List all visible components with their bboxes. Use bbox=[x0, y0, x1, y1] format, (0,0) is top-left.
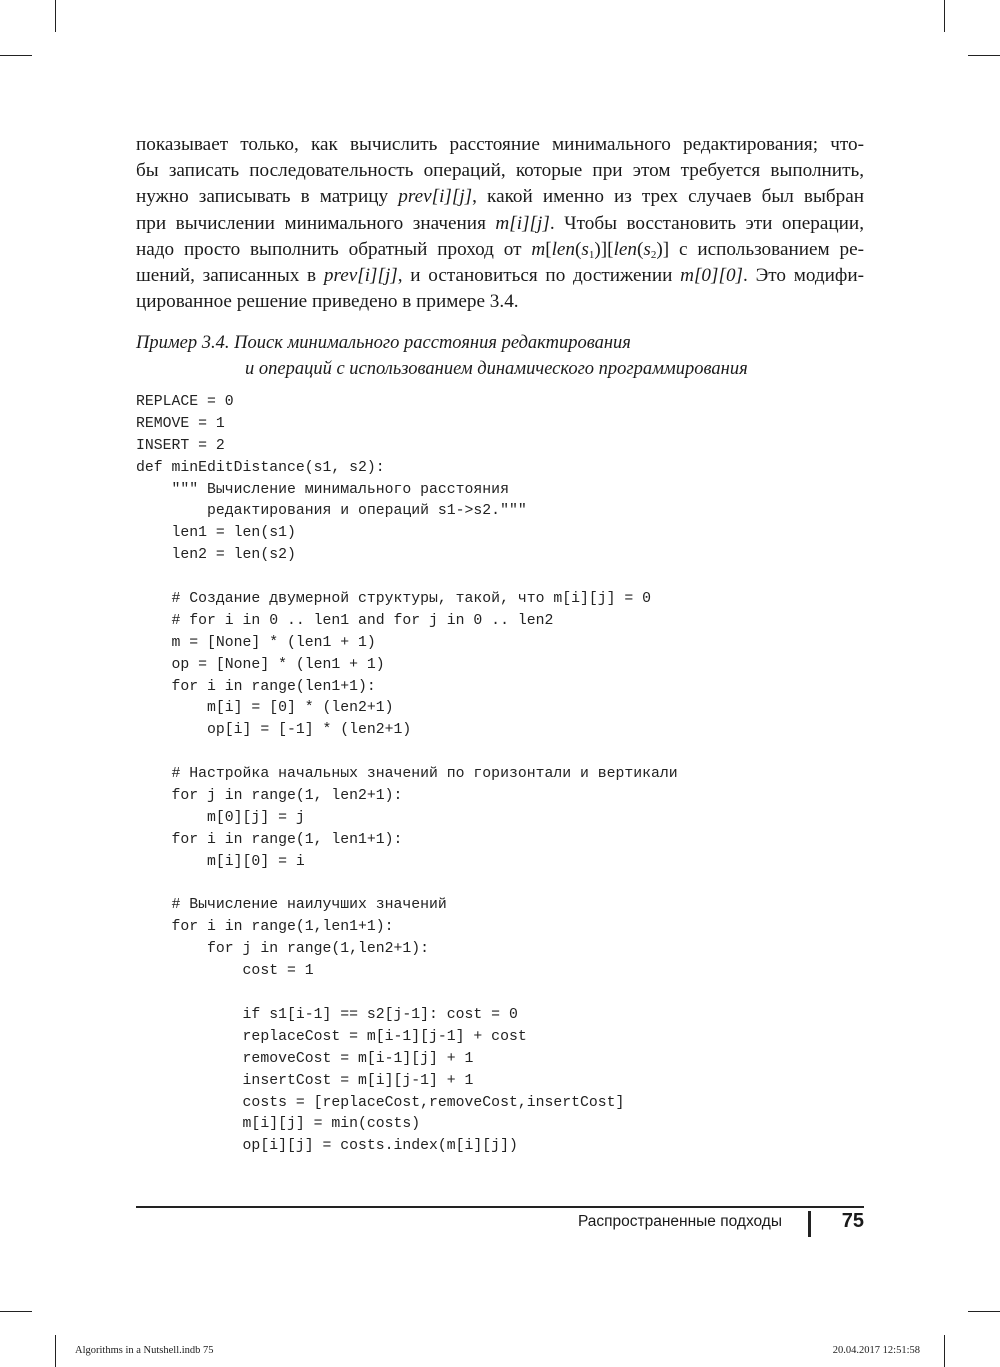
code-line: REMOVE = 1 bbox=[136, 415, 225, 432]
code-line: m[i][j] = min(costs) bbox=[136, 1116, 421, 1133]
code-line: """ Вычисление минимального расстояния bbox=[136, 481, 509, 498]
code-line: op[i] = [-1] * (len2+1) bbox=[136, 722, 412, 739]
code-line: for j in range(1,len2+1): bbox=[136, 941, 430, 958]
code-line: if s1[i-1] == s2[j-1]: cost = 0 bbox=[136, 1006, 518, 1023]
crop-mark bbox=[968, 1311, 1000, 1312]
running-footer-title: Распространенные подходы bbox=[577, 1213, 782, 1230]
code-line: # for i in 0 .. len1 and for j in 0 .. len2 bbox=[136, 612, 554, 629]
slug-timestamp: 20.04.2017 12:51:58 bbox=[832, 1345, 920, 1356]
crop-mark bbox=[55, 0, 56, 32]
caption-line: и операций с использованием динамического программирования bbox=[245, 359, 748, 379]
code-line: m[0][j] = j bbox=[136, 809, 305, 826]
code-line: insertCost = m[i][j-1] + 1 bbox=[136, 1072, 474, 1089]
prev-matrix-ref: prev[i][j] bbox=[323, 265, 398, 287]
m-len-formula: $m[len(s_1)][len(s_2)]$ bbox=[531, 238, 670, 261]
paragraph-line: цированное решение приведено в примере 3.4. bbox=[136, 291, 519, 313]
code-line: costs = [replaceCost,removeCost,insertCost] bbox=[136, 1094, 625, 1111]
code-line: for i in range(len1+1): bbox=[136, 678, 376, 695]
crop-mark bbox=[944, 1335, 945, 1367]
page-number: 75 bbox=[841, 1210, 864, 1232]
code-line: def minEditDistance(s1, s2): bbox=[136, 459, 385, 476]
m-origin-ref: m[0][0] bbox=[680, 265, 744, 287]
prev-matrix-ref: prev[i][j] bbox=[398, 186, 473, 208]
code-line: m[i] = [0] * (len2+1) bbox=[136, 700, 394, 717]
code-line bbox=[136, 567, 678, 589]
code-line: REPLACE = 0 bbox=[136, 394, 234, 410]
paragraph-line: надо просто выполнить обратный проход от $m[len(s_1)][len(s_2)]$ с использованием ре- bbox=[136, 238, 864, 261]
code-line bbox=[136, 742, 678, 764]
code-line: # Вычисление наилучших значений bbox=[136, 897, 447, 914]
code-line: m[i][0] = i bbox=[136, 853, 305, 870]
code-line: removeCost = m[i-1][j] + 1 bbox=[136, 1050, 474, 1067]
paragraph-line: при вычислении минимального значения m[i][j]. Чтобы восстановить эти операции, bbox=[136, 212, 864, 234]
crop-mark bbox=[55, 1335, 56, 1367]
footer-rule bbox=[136, 1206, 864, 1208]
crop-mark bbox=[944, 0, 945, 32]
paragraph-line: показывает только, как вычислить расстояние минимального редактирования; что- bbox=[136, 134, 864, 155]
code-line: op = [None] * (len1 + 1) bbox=[136, 656, 385, 673]
code-line: replaceCost = m[i-1][j-1] + cost bbox=[136, 1028, 527, 1045]
code-line: for i in range(1,len1+1): bbox=[136, 919, 394, 936]
code-line: for i in range(1, len1+1): bbox=[136, 831, 403, 848]
paragraph-line: бы записать последовательность операций, которые при этом требуется выполнить, bbox=[136, 160, 864, 182]
footer-separator bbox=[808, 1211, 811, 1237]
code-line: m = [None] * (len1 + 1) bbox=[136, 634, 376, 651]
paragraph-line: шений, записанных в prev[i][j], и остановиться по достижении m[0][0]. Это модифи- bbox=[136, 265, 864, 287]
code-line bbox=[136, 874, 678, 896]
example-caption bbox=[136, 330, 864, 382]
code-line: len2 = len(s2) bbox=[136, 547, 296, 564]
caption-line: Пример 3.4. Поиск минимального расстояния редактирования bbox=[136, 333, 631, 353]
code-line: cost = 1 bbox=[136, 963, 314, 980]
crop-mark bbox=[0, 1311, 32, 1312]
code-line: len1 = len(s1) bbox=[136, 525, 296, 542]
crop-mark bbox=[968, 55, 1000, 56]
code-line: # Настройка начальных значений по горизонтали и вертикали bbox=[136, 766, 678, 783]
paragraph-line: нужно записывать в матрицу prev[i][j], какой именно из трех случаев был выбран bbox=[136, 186, 864, 208]
slug-filename: Algorithms in a Nutshell.indb 75 bbox=[75, 1345, 214, 1356]
code-line bbox=[136, 983, 678, 1005]
m-matrix-ref: m[i][j] bbox=[495, 212, 550, 234]
code-line: INSERT = 2 bbox=[136, 437, 225, 454]
code-line: op[i][j] = costs.index(m[i][j]) bbox=[136, 1138, 518, 1155]
crop-mark bbox=[0, 55, 32, 56]
code-line: редактирования и операций s1->s2.""" bbox=[136, 503, 527, 520]
code-listing bbox=[136, 392, 678, 1158]
code-line: for j in range(1, len2+1): bbox=[136, 788, 403, 805]
body-paragraph bbox=[136, 132, 864, 315]
code-line: # Создание двумерной структуры, такой, что m[i][j] = 0 bbox=[136, 591, 652, 608]
